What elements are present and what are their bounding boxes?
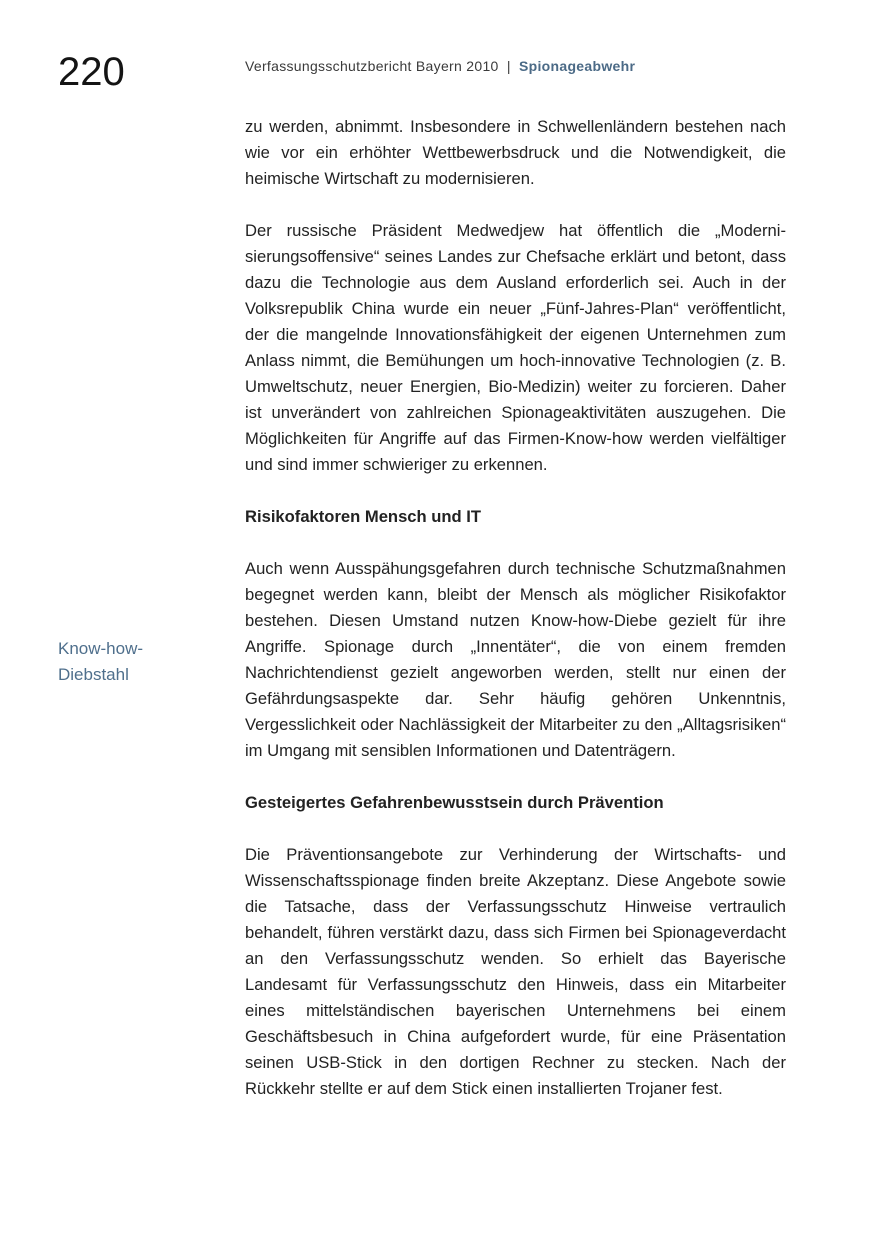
subheading-prevention: Gesteigertes Gefahrenbewusstsein durch Prävention [245, 793, 664, 812]
header-separator: | [506, 58, 511, 74]
paragraph-1: zu werden, abnimmt. Insbesondere in Schwellenländern bestehen nach wie vor ein erhöhter Wettbewerbsdruck und die Notwendigkeit, die heimische Wirtschaft zu modernisieren. [245, 117, 786, 188]
margin-note-line-1: Know-how- [58, 639, 144, 658]
paragraph-2: Der russische Präsident Medwedjew hat öffentlich die „Modernisierungsoffensive“ seines Landes zur Chefsache erklärt und betont, dass dazu die Technologie aus dem Ausland erforderlich sei. Auch in der Volksrepublik China wurde ein neuer „Fünf-Jahres-Plan“ veröffentlicht, der die mangelnde Innovationsfähigkeit der eigenen Unternehmen zum Anlass nimmt, die Bemühungen um hoch-innovative Technologien (z. B. Umweltschutz, neuer Energien, Bio-Medizin) weiter zu forcieren. Daher ist unverändert von zahlreichen Spionageaktivitäten auszugehen. Die Möglichkeiten für Angriffe auf das Firmen-Know-how werden vielfältiger und sind immer schwieriger zu erkennen. [245, 221, 786, 474]
publication-title: Verfassungsschutzbericht Bayern 2010 [245, 58, 499, 74]
section-title: Spionageabwehr [518, 58, 636, 74]
body-text [245, 114, 786, 1128]
paragraph-4: Die Präventionsangebote zur Verhinderung der Wirtschafts- und Wissenschaftsspionage finden breite Akzeptanz. Diese Angebote sowie die Tatsache, dass der Verfassungsschutz Hinweise vertraulich behandelt, führen verstärkt dazu, dass sich Firmen bei Spionageverdacht an den Verfassungsschutz wenden. So erhielt das Bayerische Landesamt für Verfassungsschutz den Hinweis, dass ein Mitarbeiter eines mittelständischen bayerischen Unternehmens bei einem Geschäftsbesuch in China aufgefordert wurde, für eine Präsentation seinen USB-Stick in den dortigen Rechner zu stecken. Nach der Rückkehr stellte er auf dem Stick einen installierten Trojaner fest. [245, 845, 786, 1098]
subheading-risk-factors: Risikofaktoren Mensch und IT [245, 507, 482, 526]
page-number: 220 [58, 50, 125, 94]
margin-note-line-2: Diebstahl [58, 665, 129, 684]
running-header [245, 58, 635, 74]
margin-note [58, 636, 143, 688]
paragraph-3: Auch wenn Ausspähungsgefahren durch technische Schutzmaßnahmen begegnet werden kann, bleibt der Mensch als möglicher Risikofaktor bestehen. Diesen Umstand nutzen Know-how-Diebe gezielt für ihre Angriffe. Spionage durch „Innentäter“, die von einem fremden Nachrichtendienst gezielt angeworben werden, stellt nur einen der Gefährdungsaspekte dar. Sehr häufig gehören Unkenntnis, Vergesslichkeit oder Nachlässigkeit der Mitarbeiter zu den „Alltagsrisiken“ im Umgang mit sensiblen Informationen und Datenträgern. [245, 559, 786, 760]
